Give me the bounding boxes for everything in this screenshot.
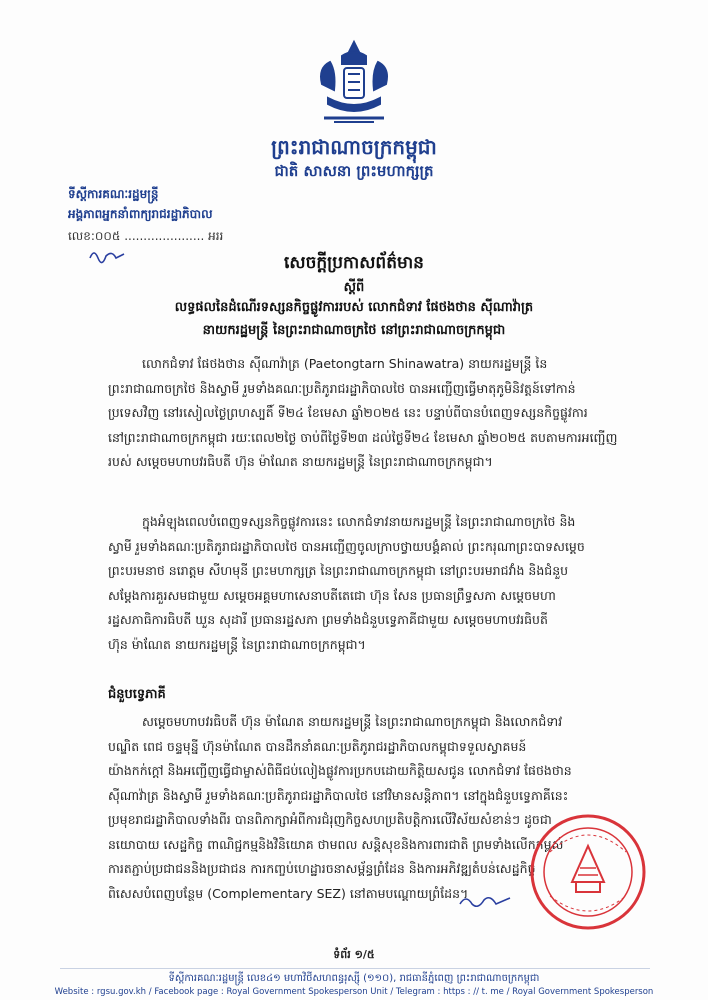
paragraph-line: ក្នុងអំឡុងពេលបំពេញទស្សនកិច្ចផ្លូវការនេះ លោកជំទាវនាយករដ្ឋមន្ត្រី នៃព្រះរាជាណាចក្រថៃ និង — [142, 514, 576, 529]
paragraph-line: នយោបាយ សេដ្ឋកិច្ច ពាណិជ្ជកម្មនិងវិនិយោគ ថាមពល សន្តិសុខនិងការពារជាតិ ព្រមទាំងលើកកម្ពស់ — [108, 836, 564, 852]
paragraph-line: សម្តែងការគួរសមជាមួយ សម្តេចអគ្គមហាសេនាបតីតេជោ ហ៊ុន សែន ប្រធានព្រឹទ្ធសភា សម្តេចមហា — [108, 587, 556, 603]
paragraph-line: សម្តេចមហាបវរធិបតី ហ៊ុន ម៉ាណែត នាយករដ្ឋមន្ត្រី នៃព្រះរាជាណាចក្រកម្ពុជា និងលោកជំទាវ — [142, 714, 563, 729]
paragraph-line: ប្រមុខរាជរដ្ឋាភិបាលទាំងពីរ បានពិភាក្សាអំពីការជំរុញកិច្ចសហប្រតិបត្តិការលើវិស័យសំខាន់ៗ ដូចជា — [108, 812, 552, 827]
footer-links: Website : rgsu.gov.kh / Facebook page : Royal Government Spokesperson Unit / Telegram : https : // t. me / Royal Government Spokesperson — [54, 987, 654, 997]
office-name: ទីស្តីការគណៈរដ្ឋមន្ត្រី — [68, 187, 159, 201]
paragraph-line: ការតភ្ជាប់ប្រជាជននិងប្រជាជន ការកញ្ចប់ហេដ្ឋារចនាសម្ព័ន្ធព្រំដែន និងការអភិវឌ្ឍតំបន់សេដ្ឋកិច្ច — [108, 861, 536, 876]
national-motto: ជាតិ សាសនា ព្រះមហាក្សត្រ — [274, 162, 434, 180]
paragraph-line: ស៊ីណាវ៉ាត្រ និងស្វាមី រួមទាំងគណៈប្រតិភូរាជរដ្ឋាភិបាលថៃ នៅវិមានសន្តិភាព។ នៅក្នុងជំនួបទ្វេភាគីនេះ — [108, 787, 569, 803]
document-subject-line1: លទ្ធផលនៃដំណើរទស្សនកិច្ចផ្លូវការរបស់ លោកជំទាវ ផែថងថាន ស៊ីណាវ៉ាត្រ — [174, 300, 534, 315]
paragraph-2 — [108, 510, 628, 657]
paragraph-line: យ៉ាងកក់ក្តៅ និងអញ្ជើញធ្វើជាម្ចាស់ពិធីជប់លៀងផ្លូវការប្រកបដោយកិត្តិយសជូន លោកជំទាវ ផែថងថាន — [108, 763, 572, 778]
document-title: សេចក្តីប្រកាសព័ត៌មាន — [284, 253, 424, 273]
official-seal-stamp-icon — [528, 812, 648, 932]
paragraph-line: លោកជំទាវ ផែថងថាន ស៊ីណាវ៉ាត្រ (Paetongtarn Shinawatra) នាយករដ្ឋមន្ត្រី នៃ — [142, 356, 548, 371]
unit-name: អង្គភាពអ្នកនាំពាក្យរាជរដ្ឋាភិបាល — [68, 207, 213, 221]
document-subtitle-regarding: ស្តីពី — [343, 280, 365, 295]
paragraph-line: ពិសេសបំពេញបន្ថែម (Complementary SEZ) នៅតាមបណ្តោយព្រំដែន។ — [108, 885, 469, 901]
page-number: ទំព័រ ១/៥ — [333, 948, 375, 961]
paragraph-1 — [108, 352, 628, 475]
section-heading-bilateral-meeting: ជំនួបទ្វេភាគី — [108, 687, 166, 702]
document-subject-line2: នាយករដ្ឋមន្ត្រី នៃព្រះរាជាណាចក្រថៃ នៅព្រះរាជាណាចក្រកម្ពុជា — [202, 323, 506, 338]
kingdom-name: ព្រះរាជាណាចក្រកម្ពុជា — [271, 135, 437, 159]
initials-signature-icon — [456, 890, 516, 912]
reference-number: លេខ:០០៥ ..................... អររ — [68, 229, 224, 243]
footer-divider — [60, 968, 650, 969]
paragraph-line: ព្រះរាជាណាចក្រថៃ និងស្វាមី រួមទាំងគណៈប្រតិភូរាជរដ្ឋាភិបាលថៃ បានអញ្ជើញធ្វើមាតុភូមិនិវត្តន៍ទៅកាន់ — [108, 380, 576, 396]
paragraph-line: ស្វាមី រួមទាំងគណៈប្រតិភូរាជរដ្ឋាភិបាលថៃ បានអញ្ជើញចូលក្រាបថ្វាយបង្គំគាល់ ព្រះករុណាព្រះបាទសម្តេច — [108, 538, 585, 554]
paragraph-line: ព្រះបរមនាថ នរោត្តម សីហមុនី ព្រះមហាក្សត្រ នៃព្រះរាជាណាចក្រកម្ពុជា នៅព្រះបរមរាជវាំង និងជំនួប — [108, 563, 569, 578]
footer-address: ទីស្តីការគណៈរដ្ឋមន្ត្រី លេខ៤១ មហាវិថីសហពន្ធរុស្ស៊ី (១១០), រាជធានីភ្នំពេញ ព្រះរាជាណាចក្រកម្ពុជា — [168, 973, 540, 984]
royal-coat-of-arms-icon — [308, 38, 400, 130]
paragraph-line: ហ៊ុន ម៉ាណែត នាយករដ្ឋមន្ត្រី នៃព្រះរាជាណាចក្រកម្ពុជា។ — [108, 636, 366, 652]
paragraph-line: រដ្ឋសភាធិការធិបតី ឃួន សុដារី ប្រធានរដ្ឋសភា ព្រមទាំងជំនួបទ្វេភាគីជាមួយ សម្តេចមហាបវរធិបតី — [108, 612, 548, 627]
paragraph-line: បណ្ឌិត ពេជ ចន្ទមុន្នី ហ៊ុនម៉ាណែត បានដឹកនាំគណៈប្រតិភូរាជរដ្ឋាភិបាលកម្ពុជាទទួលស្វាគមន៍ — [108, 738, 527, 754]
paragraph-line: នៅព្រះរាជាណាចក្រកម្ពុជា រយៈពេល២ថ្ងៃ ចាប់ពីថ្ងៃទី២៣ ដល់ថ្ងៃទី២៤ ខែមេសា ឆ្នាំ២០២៥ តបតាមការអញ្ជើញ — [108, 429, 618, 445]
paragraph-line: របស់ សម្តេចមហាបវរធិបតី ហ៊ុន ម៉ាណែត នាយករដ្ឋមន្ត្រី នៃព្រះរាជាណាចក្រកម្ពុជា។ — [108, 454, 493, 469]
paragraph-line: ប្រទេសវិញ នៅរសៀលថ្ងៃព្រហស្បតិ៍ ទី២៤ ខែមេសា ឆ្នាំ២០២៥ នេះ បន្ទាប់ពីបានបំពេញទស្សនកិច្ចផ្លូវការ — [108, 405, 588, 420]
